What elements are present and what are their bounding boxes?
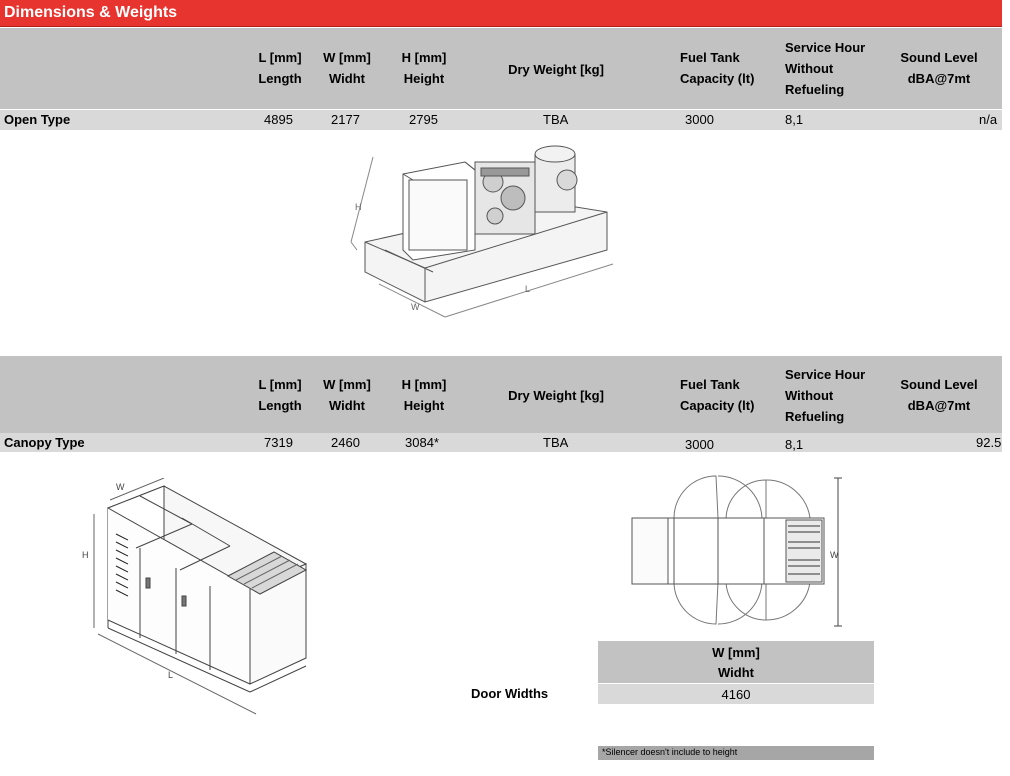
header-fuel-tank: Fuel Tank Capacity (lt)	[680, 377, 755, 413]
header-length: L [mm] Length	[258, 377, 302, 413]
canopy-type-row	[0, 433, 1002, 452]
open-type-generator-drawing	[345, 132, 645, 332]
footnote-text: *Silencer doesn't include to height	[602, 747, 738, 757]
door-widths-header	[598, 641, 874, 683]
header-dry-weight: Dry Weight [kg]	[508, 388, 604, 403]
door-widths-label: Door Widths	[471, 686, 549, 701]
header-width: W [mm] Widht	[323, 50, 371, 86]
open-type-length: 4895	[264, 112, 293, 127]
footnote-bar	[598, 746, 874, 760]
header-fuel-tank: Fuel Tank Capacity (lt)	[680, 50, 755, 86]
header-service-hour: Service Hour Without Refueling	[785, 367, 866, 424]
header-length: L [mm] Length	[258, 50, 302, 86]
section-title: Dimensions & Weights	[4, 4, 178, 21]
header-sound-level: Sound Level dBA@7mt	[900, 377, 978, 413]
canopy-drawing-h-label: H	[82, 550, 89, 560]
door-width-value: 4160	[721, 687, 751, 702]
open-type-width: 2177	[331, 112, 360, 127]
canopy-type-dry-weight: TBA	[543, 435, 569, 450]
open-type-height: 2795	[409, 112, 438, 127]
header-sound-level: Sound Level dBA@7mt	[900, 50, 978, 86]
top-view-w-label: W	[830, 550, 839, 560]
door-widths-row	[598, 684, 874, 704]
header-dry-weight: Dry Weight [kg]	[508, 62, 604, 77]
open-type-label: Open Type	[4, 112, 71, 127]
canopy-top-view-drawing	[626, 470, 850, 630]
canopy-type-fuel: 3000	[685, 437, 714, 452]
header-width: W [mm] Widht	[323, 377, 371, 413]
header-service-hour: Service Hour Without Refueling	[785, 40, 866, 97]
open-type-dry-weight: TBA	[543, 112, 569, 127]
open-drawing-w-label: W	[411, 302, 420, 312]
header-height: H [mm] Height	[401, 377, 447, 413]
open-type-sound: n/a	[979, 112, 998, 127]
canopy-drawing-l-label: L	[168, 670, 174, 680]
canopy-type-service: 8,1	[785, 437, 804, 452]
open-type-service: 8,1	[785, 112, 804, 127]
door-header-line1: W [mm]	[712, 645, 760, 660]
open-type-row	[0, 110, 1002, 130]
canopy-type-length: 7319	[264, 435, 293, 450]
canopy-type-header	[0, 356, 1002, 433]
canopy-type-label: Canopy Type	[4, 435, 85, 450]
open-type-header	[0, 28, 1002, 109]
open-drawing-l-label: L	[525, 284, 531, 294]
canopy-drawing-w-label: W	[116, 482, 125, 492]
canopy-type-width: 2460	[331, 435, 360, 450]
section-title-bar	[0, 0, 1002, 27]
canopy-generator-drawing	[80, 478, 320, 723]
open-drawing-h-label: H	[355, 202, 362, 212]
header-height: H [mm] Height	[401, 50, 447, 86]
door-header-line2: Widht	[718, 665, 754, 680]
canopy-type-height: 3084*	[405, 435, 439, 450]
canopy-type-sound: 92.5	[976, 435, 1002, 450]
open-type-fuel: 3000	[685, 112, 714, 127]
